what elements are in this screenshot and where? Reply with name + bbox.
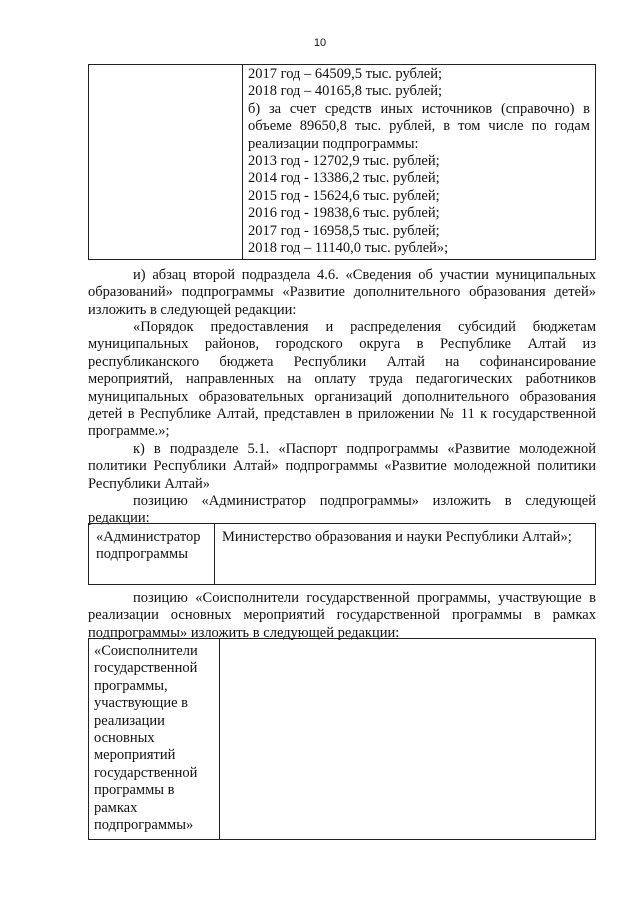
funding-line: 2015 год - 15624,6 тыс. рублей;: [248, 187, 440, 204]
funding-line: 2014 год - 13386,2 тыс. рублей;: [248, 170, 440, 187]
funding-line: 2013 год - 12702,9 тыс. рублей;: [248, 153, 440, 170]
page-number: 10: [313, 37, 327, 49]
coexecutors-line: государственной: [94, 764, 198, 781]
funding-line: 2018 год – 11140,0 тыс. рублей»;: [248, 240, 449, 257]
paragraph-item-k: к) в подразделе 5.1. «Паспорт подпрограммы «Развитие молодежной политики Республики Алтай» подпрограммы «Развитие молодежной политики Республики Алтай»: [88, 441, 596, 492]
funding-table-label-cell: [89, 65, 243, 260]
paragraph-coexecutors-position: позицию «Соисполнители государственной программы, участвующие в реализации основных мероприятий государственной программы в рамках подпрограммы» изложить в следующей редакции:: [88, 590, 596, 641]
coexecutors-line: мероприятий: [94, 747, 176, 764]
coexecutors-table: [88, 638, 596, 840]
coexecutors-line: государственной: [94, 660, 198, 677]
coexecutors-line: «Соисполнители: [94, 643, 198, 659]
coexecutors-line: программы,: [94, 677, 168, 694]
coexecutors-line: основных: [94, 730, 155, 747]
funding-line: 2017 год – 64509,5 тыс. рублей;: [248, 66, 443, 82]
coexecutors-value-cell: [220, 639, 596, 840]
funding-line: 2017 год - 16958,5 тыс. рублей;: [248, 222, 440, 239]
administrator-value-cell: Министерство образования и науки Республики Алтай»;: [215, 524, 596, 585]
coexecutors-line: подпрограммы»: [94, 817, 194, 834]
coexecutors-label-cell: [89, 639, 220, 840]
paragraph-subsidy-order: «Порядок предоставления и распределения субсидий бюджетам муниципальных районов, городского округа в Республике Алтай из республиканского бюджета Республики Алтай на софинансирование мероприятий, направленных на оплату труда педагогических работников муниципальных образовательных организаций дополнительного образования детей в Республике Алтай, представлен в приложении № 11 к государственной программе.»;: [88, 319, 596, 440]
coexecutors-line: рамках: [94, 799, 138, 816]
paragraph-administrator-position: позицию «Администратор подпрограммы» изложить в следующей редакции:: [88, 493, 596, 527]
funding-line: 2016 год - 19838,6 тыс. рублей;: [248, 205, 440, 222]
administrator-table: [88, 523, 596, 585]
paragraph-item-i: и) абзац второй подраздела 4.6. «Сведения об участии муниципальных образований» подпрограммы «Развитие дополнительного образования детей» изложить в следующей редакции:: [88, 267, 596, 318]
funding-line: б) за счет средств иных источников (справочно) в объеме 89650,8 тыс. рублей, в том числе по годам реализации подпрограммы:: [248, 100, 590, 152]
funding-table-content-cell: [243, 65, 596, 260]
coexecutors-line: программы в: [94, 782, 175, 799]
funding-table: [88, 64, 596, 260]
funding-line: 2018 год – 40165,8 тыс. рублей;: [248, 83, 443, 100]
coexecutors-line: реализации: [94, 712, 165, 729]
coexecutors-line: участвующие в: [94, 695, 189, 712]
administrator-label-cell: «Администратор подпрограммы: [89, 524, 215, 585]
